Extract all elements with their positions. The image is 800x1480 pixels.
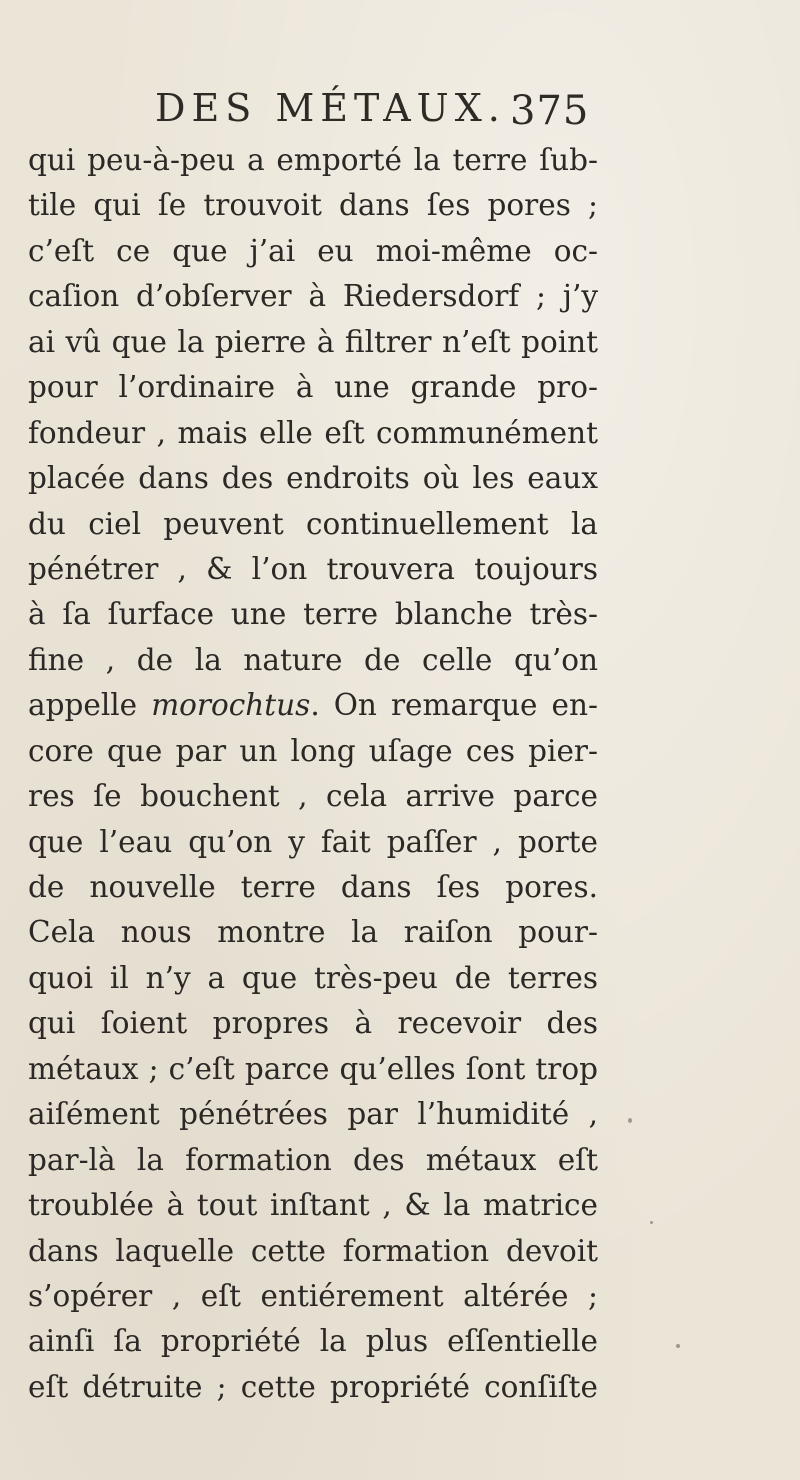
text-line: métaux ; c’eſt parce qu’elles ſont trop — [28, 1051, 598, 1086]
body-text — [28, 138, 598, 1410]
text-line: eſt détruite ; cette propriété conſiſte — [28, 1369, 598, 1404]
text-line: tile qui ſe trouvoit dans ſes pores ; — [28, 188, 598, 223]
page-header — [155, 78, 590, 140]
text-line-mixed — [28, 683, 598, 728]
text-line: res ſe bouchent , cela arrive parce — [28, 779, 598, 814]
text-line: fondeur , mais elle eſt communément — [28, 415, 598, 450]
paper-speck — [676, 1344, 680, 1348]
text-line: pour l’ordinaire à une grande pro- — [28, 370, 598, 405]
page-number: 375 — [510, 88, 590, 134]
text-segment: . On remarque en- — [310, 688, 598, 723]
text-line: de nouvelle terre dans ſes pores. — [28, 870, 598, 904]
text-line: qui ſoient propres à recevoir des — [28, 1006, 598, 1041]
text-line: ai vû que la pierre à filtrer n’eſt point — [28, 324, 598, 359]
text-line: core que par un long uſage ces pier- — [28, 733, 598, 768]
text-line: que l’eau qu’on y fait paſſer , porte — [28, 824, 598, 859]
text-line: caſion d’obſerver à Riedersdorf ; j’y — [28, 279, 598, 314]
paper-speck — [628, 1118, 632, 1123]
italic-term: morochtus — [151, 688, 311, 723]
text-line: aiſément pénétrées par l’humidité , — [28, 1097, 598, 1132]
text-line: à ſa ſurface une terre blanche très- — [28, 597, 598, 632]
text-line: qui peu-à-peu a emporté la terre ſub- — [28, 143, 598, 177]
text-line: placée dans des endroits où les eaux — [28, 461, 598, 496]
text-segment: appelle — [28, 688, 152, 723]
text-line: ainſi ſa propriété la plus eſſentielle — [28, 1324, 598, 1359]
text-line: par-là la formation des métaux eſt — [28, 1142, 598, 1177]
text-line: troublée à tout inſtant , & la matrice — [28, 1188, 598, 1223]
text-line: Cela nous montre la raiſon pour- — [28, 915, 598, 950]
text-line: pénétrer , & l’on trouvera toujours — [28, 551, 598, 586]
text-line: c’eſt ce que j’ai eu moi-même oc- — [28, 233, 598, 268]
text-line: dans laquelle cette formation devoit — [28, 1233, 598, 1268]
paper-speck — [650, 1221, 653, 1224]
text-line: quoi il n’y a que très-peu de terres — [28, 960, 598, 995]
text-line: du ciel peuvent continuellement la — [28, 506, 598, 541]
running-head: DES MÉTAUX. — [155, 86, 506, 130]
text-line: s’opérer , eſt entiérement altérée ; — [28, 1278, 598, 1313]
text-line: fine , de la nature de celle qu’on — [28, 642, 598, 677]
